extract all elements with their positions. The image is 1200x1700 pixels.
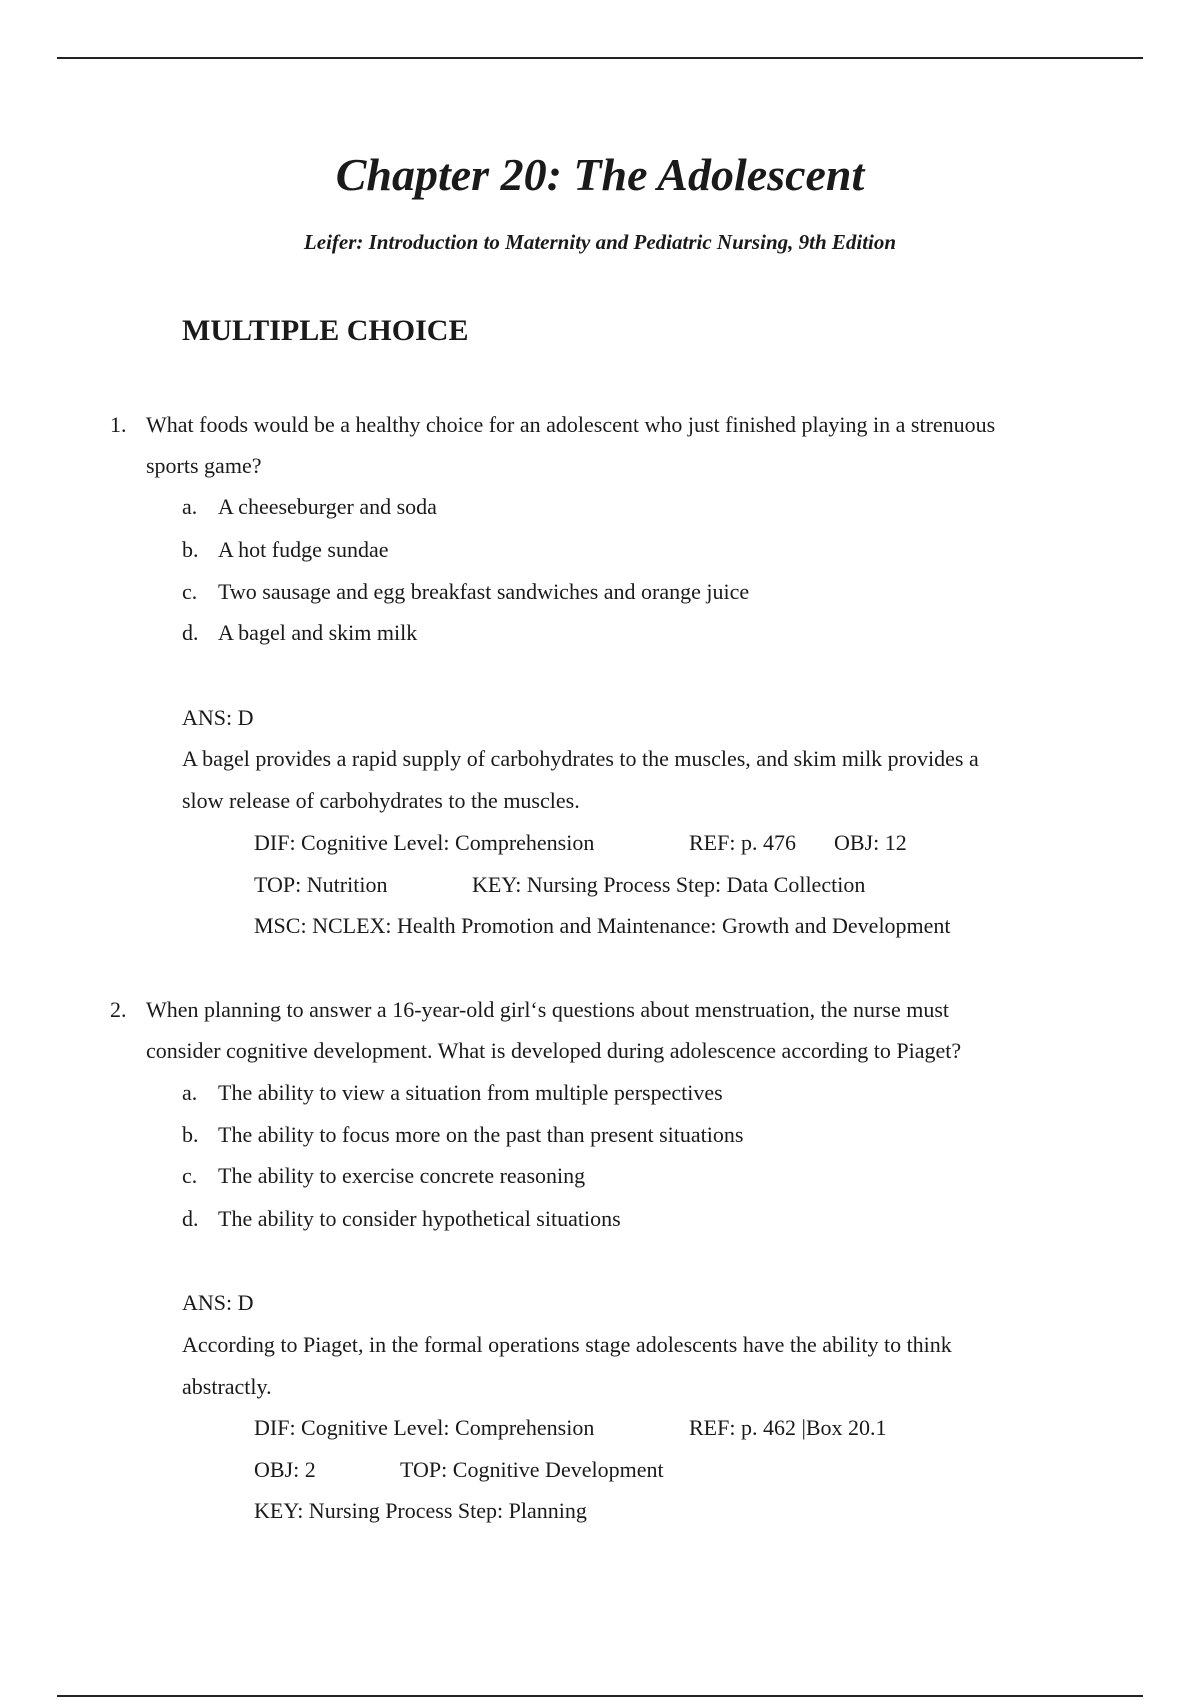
- question-stem-continued: consider cognitive development. What is developed during adolescence according to Piaget?: [146, 1038, 962, 1063]
- option-text: The ability to focus more on the past than present situations: [218, 1122, 744, 1147]
- rationale: According to Piaget, in the formal operations stage adolescents have the ability to think: [182, 1332, 952, 1357]
- question-stem: When planning to answer a 16-year-old girl‘s questions about menstruation, the nurse must: [146, 997, 949, 1022]
- rationale-continued: abstractly.: [182, 1374, 272, 1399]
- option-letter: b.: [182, 537, 199, 562]
- book-subtitle: Leifer: Introduction to Maternity and Pediatric Nursing, 9th Edition: [303, 230, 897, 254]
- option-letter: c.: [182, 1163, 198, 1188]
- section-heading: MULTIPLE CHOICE: [182, 314, 469, 347]
- difficulty-meta: DIF: Cognitive Level: Comprehension: [254, 1415, 595, 1440]
- objective-meta: OBJ: 12: [834, 830, 907, 855]
- question-stem-continued: sports game?: [146, 453, 262, 478]
- option-text: A hot fudge sundae: [218, 537, 389, 562]
- topic-meta: TOP: Nutrition: [254, 872, 388, 897]
- option-text: The ability to view a situation from multiple perspectives: [218, 1080, 723, 1105]
- bottom-rule: [57, 1695, 1143, 1697]
- msc-meta: MSC: NCLEX: Health Promotion and Maintenance: Growth and Development: [254, 913, 951, 938]
- reference-meta: REF: p. 462 |Box 20.1: [689, 1415, 887, 1440]
- key-meta: KEY: Nursing Process Step: Data Collection: [472, 872, 866, 897]
- option-letter: b.: [182, 1122, 199, 1147]
- rationale-continued: slow release of carbohydrates to the muscles.: [182, 788, 580, 813]
- answer-key: ANS: D: [182, 1290, 254, 1315]
- question-stem: What foods would be a healthy choice for an adolescent who just finished playing in a strenuous: [146, 412, 996, 437]
- option-letter: a.: [182, 1080, 198, 1105]
- difficulty-meta: DIF: Cognitive Level: Comprehension: [254, 830, 595, 855]
- topic-meta: TOP: Cognitive Development: [400, 1457, 664, 1482]
- rationale: A bagel provides a rapid supply of carbohydrates to the muscles, and skim milk provides a: [182, 746, 979, 771]
- option-text: A bagel and skim milk: [218, 620, 418, 645]
- answer-key: ANS: D: [182, 705, 254, 730]
- option-letter: d.: [182, 1206, 199, 1231]
- chapter-title: Chapter 20: The Adolescent: [335, 149, 865, 200]
- option-letter: d.: [182, 620, 199, 645]
- top-rule: [57, 57, 1143, 59]
- key-meta: KEY: Nursing Process Step: Planning: [254, 1498, 587, 1523]
- reference-meta: REF: p. 476: [689, 830, 796, 855]
- option-text: The ability to exercise concrete reasoning: [218, 1163, 586, 1188]
- objective-meta: OBJ: 2: [254, 1457, 316, 1482]
- option-text: Two sausage and egg breakfast sandwiches and orange juice: [218, 579, 750, 604]
- option-letter: c.: [182, 579, 198, 604]
- question-number: 2.: [110, 997, 127, 1022]
- option-text: The ability to consider hypothetical situations: [218, 1206, 621, 1231]
- option-text: A cheeseburger and soda: [218, 494, 437, 519]
- question-number: 1.: [110, 412, 127, 437]
- option-letter: a.: [182, 494, 198, 519]
